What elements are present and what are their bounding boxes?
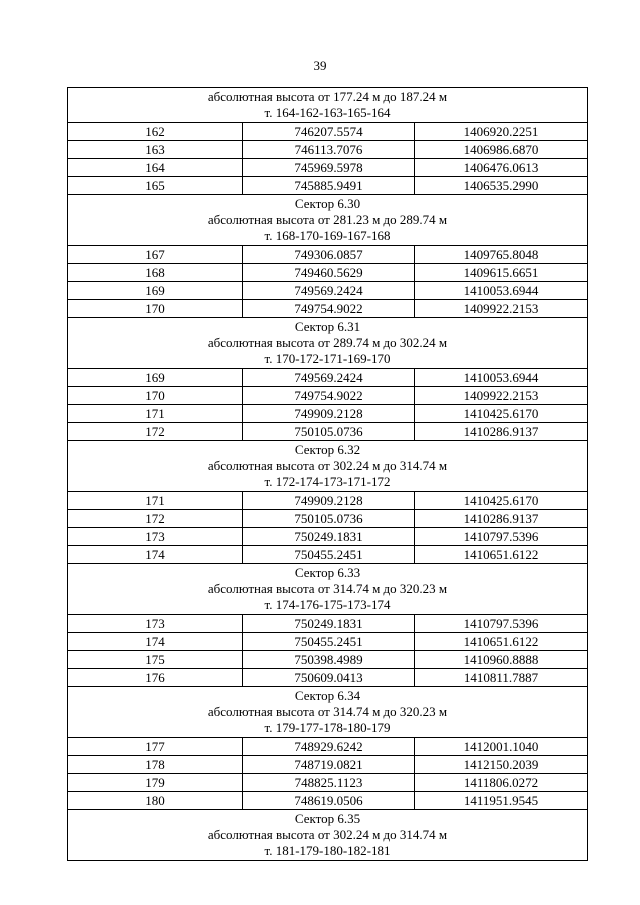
y-coordinate-cell: 1406920.2251	[415, 123, 588, 141]
y-coordinate-cell: 1410797.5396	[415, 615, 588, 633]
table-row	[68, 159, 588, 177]
page-number: 39	[313, 58, 327, 73]
point-number-cell: 171	[68, 492, 243, 510]
y-coordinate-cell: 1411951.9545	[415, 792, 588, 810]
sector-heading-line: т. 172-174-173-171-172	[264, 474, 391, 489]
y-coordinate-cell: 1406476.0613	[415, 159, 588, 177]
y-coordinate-cell: 1409615.6651	[415, 264, 588, 282]
y-coordinate-cell: 1409765.8048	[415, 246, 588, 264]
x-coordinate-cell: 745969.5978	[243, 159, 415, 177]
y-coordinate-cell: 1406535.2990	[415, 177, 588, 195]
sector-heading	[68, 195, 588, 246]
x-coordinate-cell: 749460.5629	[243, 264, 415, 282]
y-coordinate-cell: 1410960.8888	[415, 651, 588, 669]
table-row	[68, 528, 588, 546]
x-coordinate-cell: 745885.9491	[243, 177, 415, 195]
point-number-cell: 171	[68, 405, 243, 423]
y-coordinate-cell: 1410286.9137	[415, 423, 588, 441]
point-number-cell: 179	[68, 774, 243, 792]
table-row	[68, 492, 588, 510]
sector-heading-line: абсолютная высота от 302.24 м до 314.74 м	[207, 458, 448, 473]
table-row	[68, 264, 588, 282]
point-number-cell: 169	[68, 369, 243, 387]
y-coordinate-cell: 1410811.7887	[415, 669, 588, 687]
table-row	[68, 633, 588, 651]
table-row	[68, 246, 588, 264]
y-coordinate-cell: 1406986.6870	[415, 141, 588, 159]
point-number-cell: 174	[68, 546, 243, 564]
table-row	[68, 792, 588, 810]
y-coordinate-cell: 1411806.0272	[415, 774, 588, 792]
sector-heading-row	[68, 564, 588, 615]
table-row	[68, 615, 588, 633]
x-coordinate-cell: 749754.9022	[243, 387, 415, 405]
y-coordinate-cell: 1410651.6122	[415, 633, 588, 651]
table-row	[68, 177, 588, 195]
x-coordinate-cell: 748825.1123	[243, 774, 415, 792]
coordinates-table-body	[68, 88, 588, 861]
sector-heading-row	[68, 318, 588, 369]
sector-heading-line: абсолютная высота от 281.23 м до 289.74 м	[207, 212, 448, 227]
point-number-cell: 180	[68, 792, 243, 810]
y-coordinate-cell: 1410425.6170	[415, 492, 588, 510]
x-coordinate-cell: 750249.1831	[243, 615, 415, 633]
sector-heading	[68, 318, 588, 369]
point-number-cell: 176	[68, 669, 243, 687]
sector-heading-line: т. 174-176-175-173-174	[264, 597, 391, 612]
table-row	[68, 141, 588, 159]
point-number-cell: 168	[68, 264, 243, 282]
point-number-cell: 173	[68, 615, 243, 633]
sector-heading-row	[68, 687, 588, 738]
table-row	[68, 774, 588, 792]
x-coordinate-cell: 746207.5574	[243, 123, 415, 141]
sector-heading	[68, 88, 588, 123]
sector-heading-line: абсолютная высота от 302.24 м до 314.74 м	[207, 827, 448, 842]
table-row	[68, 405, 588, 423]
point-number-cell: 172	[68, 510, 243, 528]
table-row	[68, 510, 588, 528]
y-coordinate-cell: 1410651.6122	[415, 546, 588, 564]
point-number-cell: 178	[68, 756, 243, 774]
table-row	[68, 300, 588, 318]
table-row	[68, 123, 588, 141]
x-coordinate-cell: 749909.2128	[243, 492, 415, 510]
x-coordinate-cell: 750398.4989	[243, 651, 415, 669]
sector-heading-line: Сектор 6.34	[294, 688, 361, 703]
point-number-cell: 174	[68, 633, 243, 651]
x-coordinate-cell: 749909.2128	[243, 405, 415, 423]
sector-heading	[68, 687, 588, 738]
table-row	[68, 669, 588, 687]
sector-heading-line: т. 170-172-171-169-170	[264, 351, 391, 366]
y-coordinate-cell: 1410425.6170	[415, 405, 588, 423]
sector-heading-line: т. 179-177-178-180-179	[264, 720, 391, 735]
sector-heading-line: абсолютная высота от 177.24 м до 187.24 м	[207, 89, 448, 104]
point-number-cell: 169	[68, 282, 243, 300]
point-number-cell: 170	[68, 300, 243, 318]
y-coordinate-cell: 1412150.2039	[415, 756, 588, 774]
sector-heading-line: Сектор 6.35	[294, 811, 361, 826]
x-coordinate-cell: 746113.7076	[243, 141, 415, 159]
x-coordinate-cell: 750105.0736	[243, 423, 415, 441]
sector-heading-row	[68, 810, 588, 861]
sector-heading-line: т. 168-170-169-167-168	[264, 228, 391, 243]
point-number-cell: 163	[68, 141, 243, 159]
sector-heading-line: абсолютная высота от 314.74 м до 320.23 м	[207, 704, 448, 719]
point-number-cell: 167	[68, 246, 243, 264]
coordinates-table	[67, 87, 588, 861]
table-row	[68, 369, 588, 387]
x-coordinate-cell: 749306.0857	[243, 246, 415, 264]
point-number-cell: 162	[68, 123, 243, 141]
x-coordinate-cell: 750455.2451	[243, 546, 415, 564]
sector-heading-line: Сектор 6.32	[294, 442, 361, 457]
sector-heading-line: т. 181-179-180-182-181	[264, 843, 391, 858]
point-number-cell: 173	[68, 528, 243, 546]
x-coordinate-cell: 750105.0736	[243, 510, 415, 528]
sector-heading-line: Сектор 6.31	[294, 319, 361, 334]
point-number-cell: 170	[68, 387, 243, 405]
y-coordinate-cell: 1410053.6944	[415, 282, 588, 300]
sector-heading-line: Сектор 6.30	[294, 196, 361, 211]
sector-heading	[68, 564, 588, 615]
x-coordinate-cell: 748619.0506	[243, 792, 415, 810]
point-number-cell: 172	[68, 423, 243, 441]
table-row	[68, 423, 588, 441]
point-number-cell: 165	[68, 177, 243, 195]
x-coordinate-cell: 750609.0413	[243, 669, 415, 687]
x-coordinate-cell: 748719.0821	[243, 756, 415, 774]
sector-heading	[68, 441, 588, 492]
point-number-cell: 175	[68, 651, 243, 669]
point-number-cell: 164	[68, 159, 243, 177]
y-coordinate-cell: 1409922.2153	[415, 387, 588, 405]
x-coordinate-cell: 749569.2424	[243, 369, 415, 387]
x-coordinate-cell: 750249.1831	[243, 528, 415, 546]
x-coordinate-cell: 749754.9022	[243, 300, 415, 318]
table-row	[68, 651, 588, 669]
sector-heading-row	[68, 88, 588, 123]
y-coordinate-cell: 1410053.6944	[415, 369, 588, 387]
table-row	[68, 738, 588, 756]
x-coordinate-cell: 748929.6242	[243, 738, 415, 756]
sector-heading-line: Сектор 6.33	[294, 565, 361, 580]
table-row	[68, 387, 588, 405]
sector-heading-line: абсолютная высота от 314.74 м до 320.23 м	[207, 581, 448, 596]
table-row	[68, 282, 588, 300]
sector-heading-row	[68, 195, 588, 246]
x-coordinate-cell: 750455.2451	[243, 633, 415, 651]
table-row	[68, 756, 588, 774]
point-number-cell: 177	[68, 738, 243, 756]
sector-heading-line: абсолютная высота от 289.74 м до 302.24 м	[207, 335, 448, 350]
x-coordinate-cell: 749569.2424	[243, 282, 415, 300]
table-row	[68, 546, 588, 564]
y-coordinate-cell: 1410286.9137	[415, 510, 588, 528]
y-coordinate-cell: 1409922.2153	[415, 300, 588, 318]
sector-heading	[68, 810, 588, 861]
sector-heading-line: т. 164-162-163-165-164	[264, 105, 391, 120]
y-coordinate-cell: 1412001.1040	[415, 738, 588, 756]
y-coordinate-cell: 1410797.5396	[415, 528, 588, 546]
sector-heading-row	[68, 441, 588, 492]
